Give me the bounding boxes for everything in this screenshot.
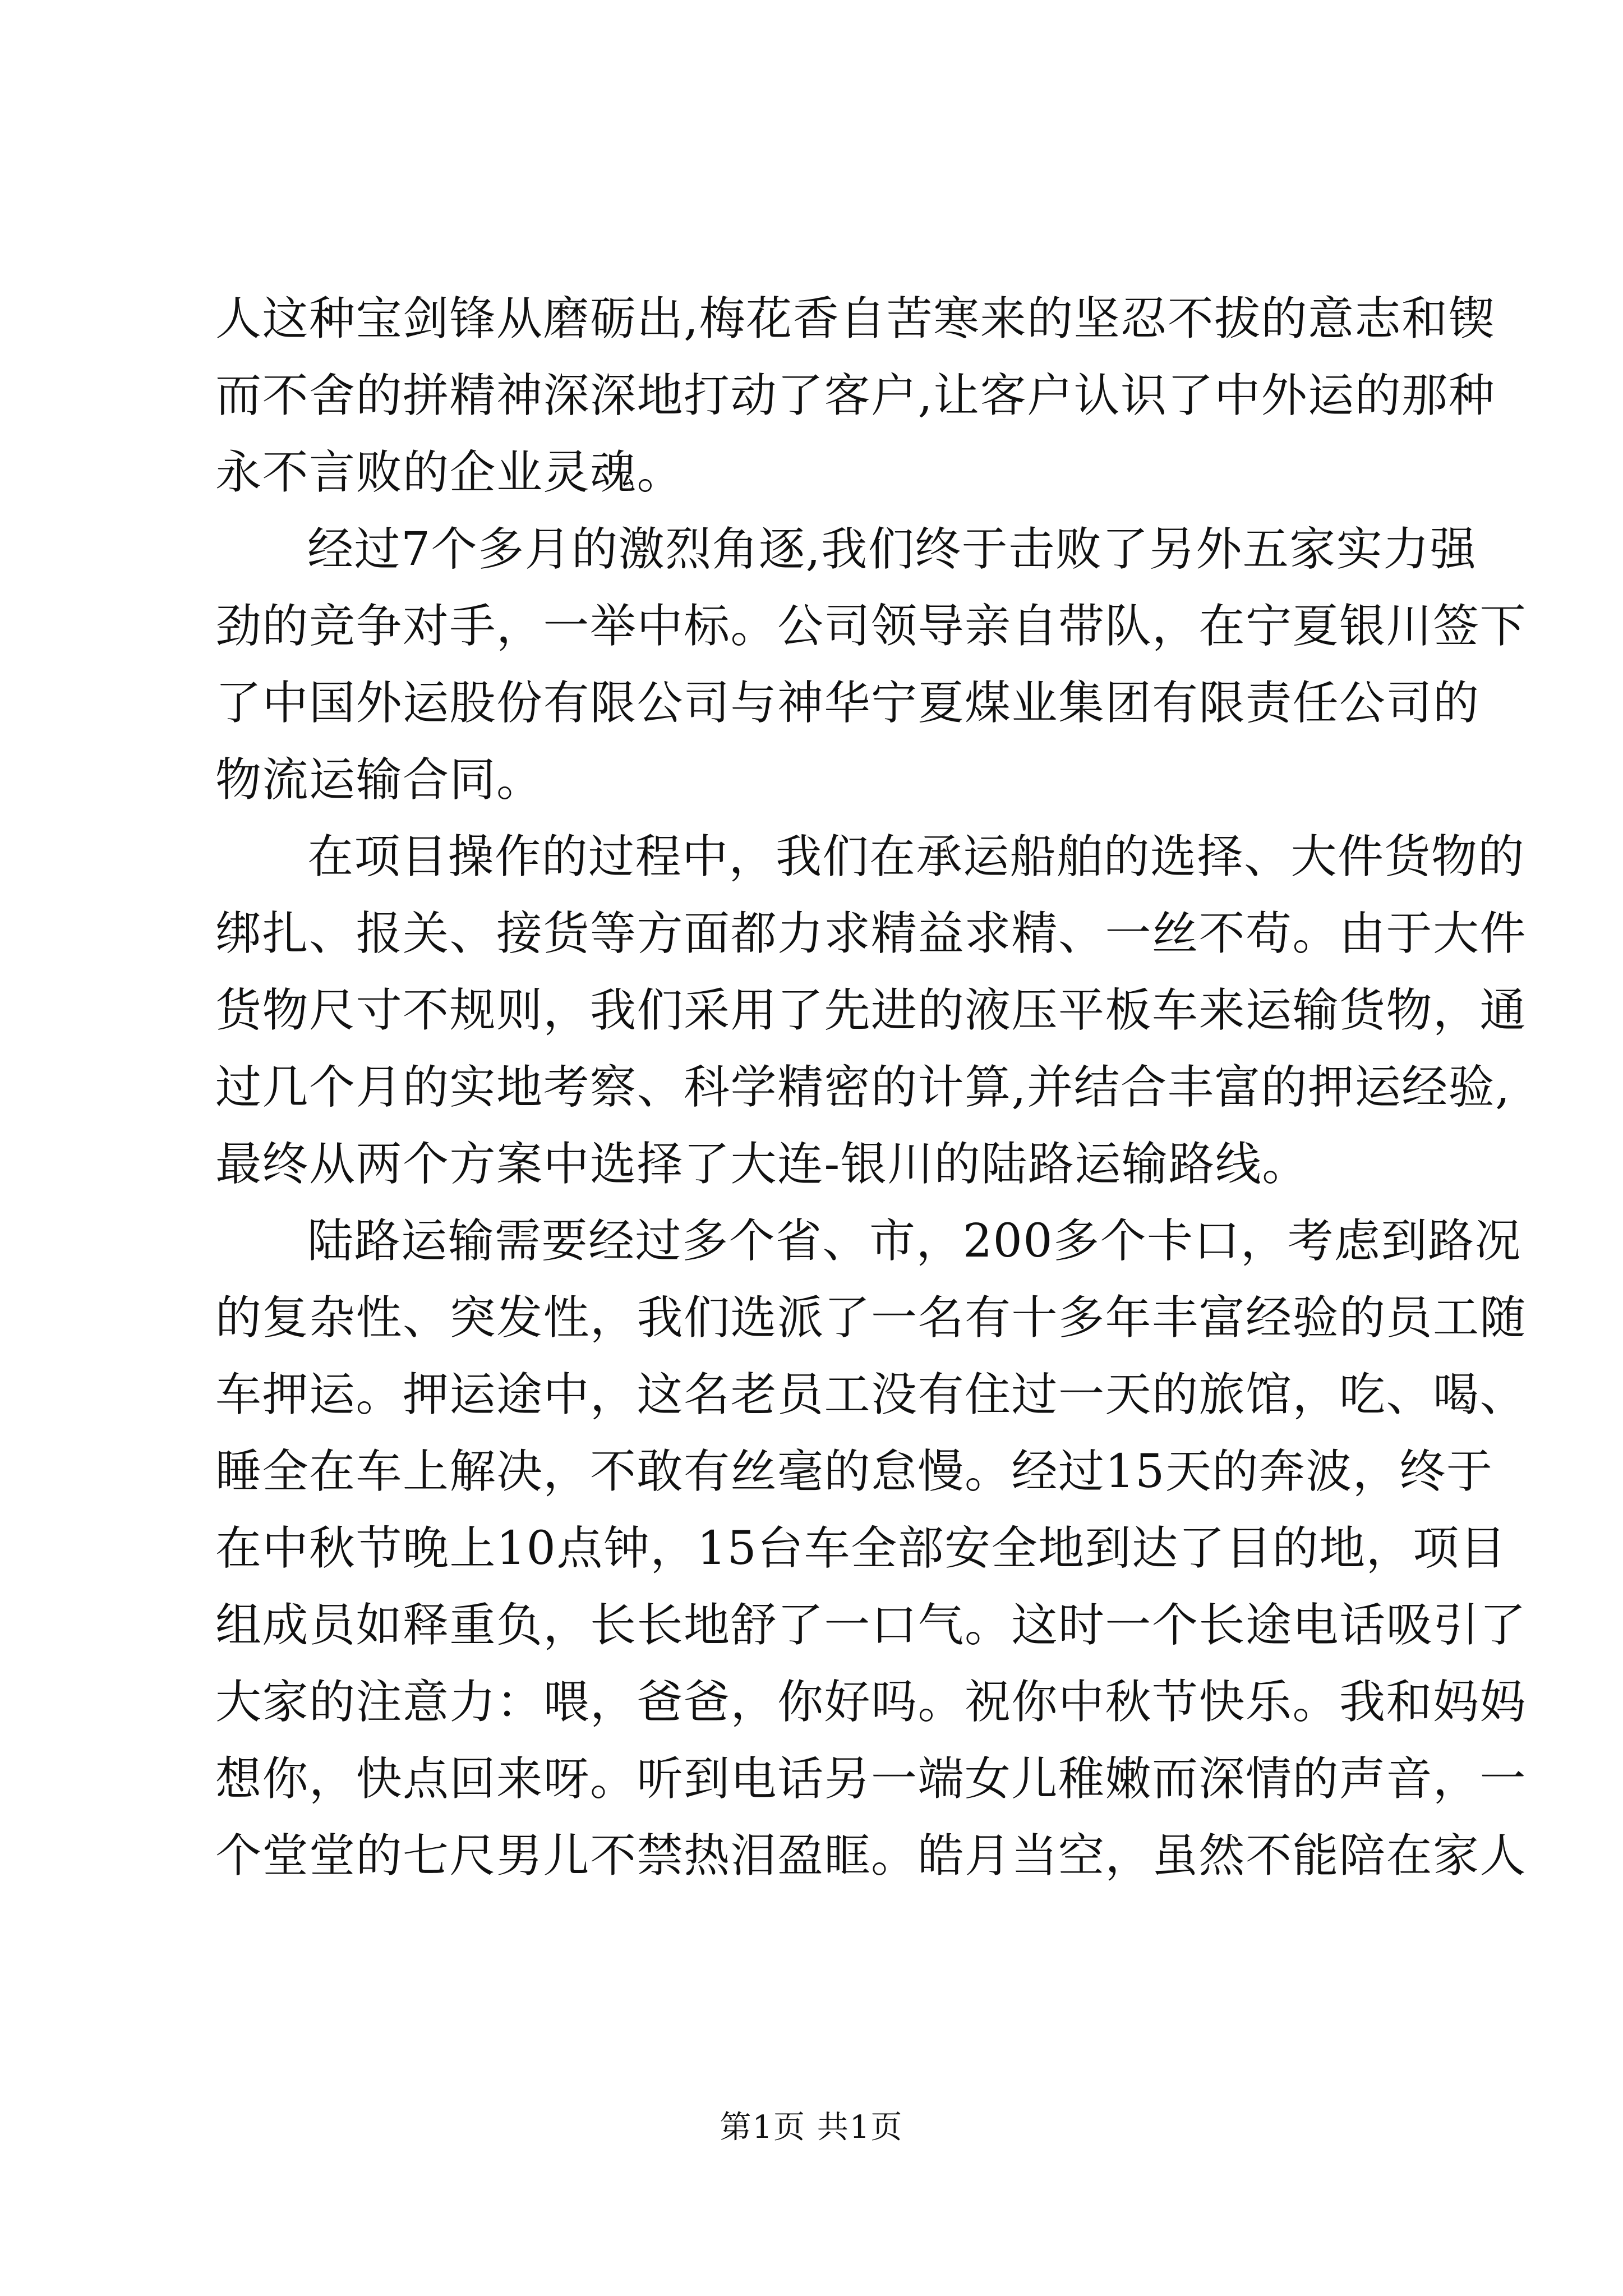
paragraph-first-line: 在项目操作的过程中，我们在承运船舶的选择、大件货物的 <box>307 830 1525 884</box>
text-line: 人这种宝剑锋从磨砺出,梅花香自苦寒来的坚忍不拔的意志和锲 <box>215 292 1496 346</box>
text-line: 睡全在车上解决，不敢有丝毫的怠慢。经过15天的奔波，终于 <box>215 1445 1493 1498</box>
text-line: 个堂堂的七尺男儿不禁热泪盈眶。皓月当空，虽然不能陪在家人 <box>215 1829 1527 1883</box>
text-line: 绑扎、报关、接货等方面都力求精益求精、一丝不苟。由于大件 <box>215 907 1527 960</box>
text-line: 最终从两个方案中选择了大连-银川的陆路运输路线。 <box>215 1138 1309 1191</box>
text-line: 物流运输合同。 <box>215 753 543 807</box>
text-line: 车押运。押运途中，这名老员工没有住过一天的旅馆，吃、喝、 <box>215 1368 1527 1421</box>
text-line: 想你，快点回来呀。听到电话另一端女儿稚嫩而深情的声音，一 <box>215 1752 1527 1806</box>
text-line: 货物尺寸不规则，我们采用了先进的液压平板车来运输货物，通 <box>215 984 1527 1037</box>
paragraph-first-line: 陆路运输需要经过多个省、市，200多个卡口，考虑到路况 <box>307 1214 1522 1268</box>
text-line: 在中秋节晚上10点钟，15台车全部安全地到达了目的地，项目 <box>215 1522 1507 1575</box>
text-line: 过几个月的实地考察、科学精密的计算,并结合丰富的押运经验, <box>215 1061 1511 1114</box>
page-footer: 第1页 共1页 <box>720 2109 903 2146</box>
text-line: 而不舍的拼精神深深地打动了客户,让客户认识了中外运的那种 <box>215 369 1496 422</box>
text-line: 组成员如释重负，长长地舒了一口气。这时一个长途电话吸引了 <box>215 1599 1527 1652</box>
text-line: 了中国外运股份有限公司与神华宁夏煤业集团有限责任公司的 <box>215 677 1480 730</box>
text-line: 劲的竞争对手，一举中标。公司领导亲自带队，在宁夏银川签下 <box>215 600 1527 653</box>
text-line: 永不言败的企业灵魂。 <box>215 446 684 499</box>
text-line: 大家的注意力：喂，爸爸，你好吗。祝你中秋节快乐。我和妈妈 <box>215 1676 1527 1729</box>
paragraph-first-line: 经过7个多月的激烈角逐,我们终于击败了另外五家实力强 <box>307 523 1477 576</box>
document-body <box>215 280 1527 1894</box>
text-line: 的复杂性、突发性，我们选派了一名有十多年丰富经验的员工随 <box>215 1291 1527 1345</box>
